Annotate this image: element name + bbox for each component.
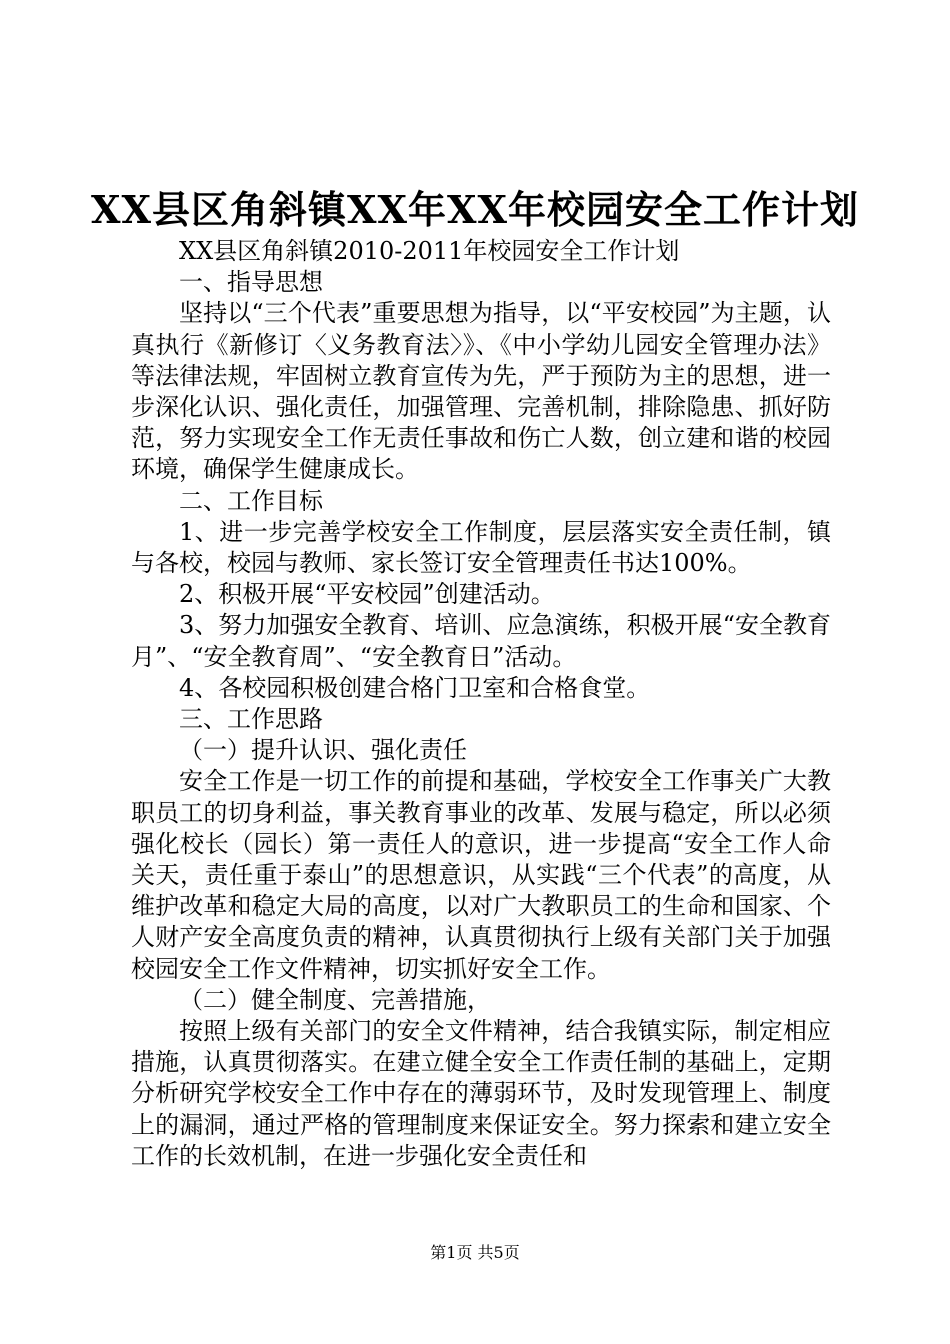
document-body <box>131 236 831 1172</box>
body-paragraph: 安全工作是一切工作的前提和基础，学校安全工作事关广大教职员工的切身利益，事关教育事业的改革、发展与稳定，所以必须强化校长（园长）第一责任人的意识，进一步提高“安全工作人命关天，责任重于泰山”的思想意识，从实践“三个代表”的高度，从维护改革和稳定大局的高度，以对广大教职员工的生命和国家、个人财产安全高度负责的精神，认真贯彻执行上级有关部门关于加强校园安全工作文件精神，切实抓好安全工作。 <box>131 767 831 983</box>
list-item: 2、积极开展“平安校园”创建活动。 <box>179 580 555 609</box>
subtitle-paragraph: XX县区角斜镇2010-2011年校园安全工作计划 <box>179 237 680 265</box>
section-heading: 三、工作思路 <box>179 705 323 734</box>
document-title: XX县区角斜镇XX年XX年校园安全工作计划 <box>91 187 859 232</box>
page-footer: 第1页 共5页 <box>430 1243 520 1262</box>
body-paragraph: 坚持以“三个代表”重要思想为指导，以“平安校园”为主题，认真执行《新修订〈义务教育法〉》、《中小学幼儿园安全管理办法》等法律法规，牢固树立教育宣传为先，严于预防为主的思想，进一步深化认识、强化责任，加强管理、完善机制，排除隐患、抓好防范，努力实现安全工作无责任事故和伤亡人数，创立建和谐的校园环境，确保学生健康成长。 <box>131 299 831 484</box>
list-item: 3、努力加强安全教育、培训、应急演练，积极开展“安全教育月”、“安全教育周”、“安全教育日”活动。 <box>131 611 831 671</box>
subsection-heading: （一）提升认识、强化责任 <box>179 736 467 765</box>
list-item: 4、各校园积极创建合格门卫室和合格食堂。 <box>179 673 651 702</box>
list-item: 1、进一步完善学校安全工作制度，层层落实安全责任制，镇与各校，校园与教师、家长签订安全管理责任书达100%。 <box>131 517 831 578</box>
subsection-heading: （二）健全制度、完善措施， <box>179 985 491 1014</box>
section-heading: 二、工作目标 <box>179 486 323 515</box>
body-paragraph: 按照上级有关部门的安全文件精神，结合我镇实际，制定相应措施，认真贯彻落实。在建立健全安全工作责任制的基础上，定期分析研究学校安全工作中存在的薄弱环节，及时发现管理上、制度上的漏洞，通过严格的管理制度来保证安全。努力探索和建立安全工作的长效机制，在进一步强化安全责任和 <box>131 1017 831 1170</box>
section-heading: 一、指导思想 <box>179 268 323 297</box>
